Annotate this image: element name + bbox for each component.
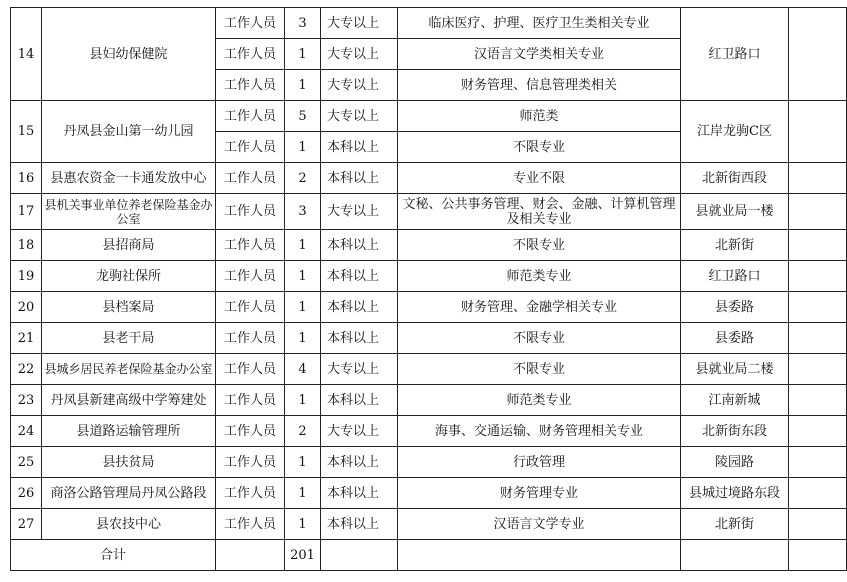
remarks-cell <box>789 385 847 416</box>
remarks-cell <box>789 230 847 261</box>
major-requirement: 临床医疗、护理、医疗卫生类相关专业 <box>398 8 681 39</box>
post-title: 工作人员 <box>216 194 285 230</box>
headcount: 1 <box>285 132 321 163</box>
post-title: 工作人员 <box>216 416 285 447</box>
work-location: 红卫路口 <box>681 8 789 101</box>
headcount: 3 <box>285 194 321 230</box>
remarks-cell <box>789 292 847 323</box>
headcount: 2 <box>285 163 321 194</box>
row-number: 14 <box>11 8 42 101</box>
education-requirement: 本科以上 <box>321 509 398 540</box>
major-requirement: 汉语言文学类相关专业 <box>398 39 681 70</box>
unit-name: 县城乡居民养老保险基金办公室 <box>42 354 216 385</box>
major-requirement: 师范类 <box>398 101 681 132</box>
row-number: 21 <box>11 323 42 354</box>
work-location: 北新街西段 <box>681 163 789 194</box>
post-title: 工作人员 <box>216 101 285 132</box>
row-number: 27 <box>11 509 42 540</box>
post-title: 工作人员 <box>216 478 285 509</box>
work-location: 县委路 <box>681 292 789 323</box>
table-row <box>11 261 847 292</box>
post-title: 工作人员 <box>216 230 285 261</box>
row-number: 16 <box>11 163 42 194</box>
headcount: 2 <box>285 416 321 447</box>
table-row <box>11 478 847 509</box>
major-requirement: 文秘、公共事务管理、财会、金融、计算机管理及相关专业 <box>398 194 681 230</box>
table-row <box>11 385 847 416</box>
headcount: 4 <box>285 354 321 385</box>
major-requirement: 行政管理 <box>398 447 681 478</box>
education-requirement: 本科以上 <box>321 163 398 194</box>
major-requirement: 不限专业 <box>398 230 681 261</box>
major-requirement: 汉语言文学专业 <box>398 509 681 540</box>
post-title: 工作人员 <box>216 509 285 540</box>
unit-name: 县农技中心 <box>42 509 216 540</box>
work-location: 北新街 <box>681 230 789 261</box>
remarks-cell <box>789 8 847 101</box>
unit-name: 县档案局 <box>42 292 216 323</box>
unit-name: 县招商局 <box>42 230 216 261</box>
major-requirement: 财务管理、信息管理类相关 <box>398 70 681 101</box>
work-location: 县委路 <box>681 323 789 354</box>
table-body <box>11 8 847 571</box>
headcount: 1 <box>285 385 321 416</box>
headcount: 1 <box>285 39 321 70</box>
headcount: 5 <box>285 101 321 132</box>
row-number: 24 <box>11 416 42 447</box>
table-row <box>11 447 847 478</box>
headcount: 1 <box>285 230 321 261</box>
total-label: 合计 <box>11 540 216 571</box>
table-row <box>11 230 847 261</box>
headcount: 1 <box>285 509 321 540</box>
row-number: 17 <box>11 194 42 230</box>
unit-name: 县老干局 <box>42 323 216 354</box>
post-title: 工作人员 <box>216 70 285 101</box>
table-row <box>11 323 847 354</box>
total-count: 201 <box>285 540 321 571</box>
education-requirement: 本科以上 <box>321 385 398 416</box>
post-title: 工作人员 <box>216 163 285 194</box>
empty-cell <box>789 540 847 571</box>
post-title: 工作人员 <box>216 261 285 292</box>
empty-cell <box>681 540 789 571</box>
row-number: 18 <box>11 230 42 261</box>
education-requirement: 大专以上 <box>321 101 398 132</box>
major-requirement: 海事、交通运输、财务管理相关专业 <box>398 416 681 447</box>
empty-cell <box>321 540 398 571</box>
post-title: 工作人员 <box>216 354 285 385</box>
table-row <box>11 509 847 540</box>
education-requirement: 本科以上 <box>321 447 398 478</box>
education-requirement: 本科以上 <box>321 132 398 163</box>
row-number: 19 <box>11 261 42 292</box>
headcount: 1 <box>285 292 321 323</box>
remarks-cell <box>789 354 847 385</box>
remarks-cell <box>789 478 847 509</box>
education-requirement: 大专以上 <box>321 8 398 39</box>
post-title: 工作人员 <box>216 385 285 416</box>
education-requirement: 本科以上 <box>321 292 398 323</box>
unit-name: 商洛公路管理局丹凤公路段 <box>42 478 216 509</box>
education-requirement: 大专以上 <box>321 416 398 447</box>
remarks-cell <box>789 509 847 540</box>
work-location: 江南新城 <box>681 385 789 416</box>
remarks-cell <box>789 101 847 163</box>
total-row <box>11 540 847 571</box>
table-row <box>11 8 847 39</box>
education-requirement: 本科以上 <box>321 261 398 292</box>
unit-name: 丹凤县金山第一幼儿园 <box>42 101 216 163</box>
work-location: 红卫路口 <box>681 261 789 292</box>
major-requirement: 不限专业 <box>398 323 681 354</box>
post-title: 工作人员 <box>216 39 285 70</box>
recruitment-table <box>10 7 847 571</box>
row-number: 23 <box>11 385 42 416</box>
major-requirement: 财务管理专业 <box>398 478 681 509</box>
unit-name: 县惠农资金一卡通发放中心 <box>42 163 216 194</box>
row-number: 20 <box>11 292 42 323</box>
row-number: 22 <box>11 354 42 385</box>
post-title: 工作人员 <box>216 447 285 478</box>
work-location: 县就业局二楼 <box>681 354 789 385</box>
headcount: 1 <box>285 261 321 292</box>
headcount: 3 <box>285 8 321 39</box>
major-requirement: 不限专业 <box>398 132 681 163</box>
work-location: 陵园路 <box>681 447 789 478</box>
table-row <box>11 194 847 230</box>
unit-name: 县机关事业单位养老保险基金办公室 <box>42 194 216 230</box>
row-number: 26 <box>11 478 42 509</box>
major-requirement: 专业不限 <box>398 163 681 194</box>
table-row <box>11 292 847 323</box>
major-requirement: 财务管理、金融学相关专业 <box>398 292 681 323</box>
work-location: 北新街 <box>681 509 789 540</box>
row-number: 15 <box>11 101 42 163</box>
headcount: 1 <box>285 447 321 478</box>
major-requirement: 不限专业 <box>398 354 681 385</box>
headcount: 1 <box>285 478 321 509</box>
remarks-cell <box>789 416 847 447</box>
education-requirement: 大专以上 <box>321 354 398 385</box>
post-title: 工作人员 <box>216 8 285 39</box>
education-requirement: 大专以上 <box>321 39 398 70</box>
table-row <box>11 163 847 194</box>
education-requirement: 本科以上 <box>321 323 398 354</box>
empty-cell <box>398 540 681 571</box>
empty-cell <box>216 540 285 571</box>
post-title: 工作人员 <box>216 132 285 163</box>
work-location: 江岸龙驹C区 <box>681 101 789 163</box>
education-requirement: 本科以上 <box>321 478 398 509</box>
major-requirement: 师范类专业 <box>398 385 681 416</box>
major-requirement: 师范类专业 <box>398 261 681 292</box>
row-number: 25 <box>11 447 42 478</box>
table-row <box>11 354 847 385</box>
table-row <box>11 101 847 132</box>
headcount: 1 <box>285 323 321 354</box>
remarks-cell <box>789 163 847 194</box>
post-title: 工作人员 <box>216 323 285 354</box>
unit-name: 龙驹社保所 <box>42 261 216 292</box>
work-location: 县城过境路东段 <box>681 478 789 509</box>
table-row <box>11 416 847 447</box>
remarks-cell <box>789 194 847 230</box>
remarks-cell <box>789 323 847 354</box>
work-location: 县就业局一楼 <box>681 194 789 230</box>
education-requirement: 本科以上 <box>321 230 398 261</box>
remarks-cell <box>789 447 847 478</box>
unit-name: 县妇幼保健院 <box>42 8 216 101</box>
work-location: 北新街东段 <box>681 416 789 447</box>
remarks-cell <box>789 261 847 292</box>
headcount: 1 <box>285 70 321 101</box>
education-requirement: 大专以上 <box>321 194 398 230</box>
unit-name: 丹凤县新建高级中学筹建处 <box>42 385 216 416</box>
unit-name: 县扶贫局 <box>42 447 216 478</box>
post-title: 工作人员 <box>216 292 285 323</box>
unit-name: 县道路运输管理所 <box>42 416 216 447</box>
education-requirement: 大专以上 <box>321 70 398 101</box>
